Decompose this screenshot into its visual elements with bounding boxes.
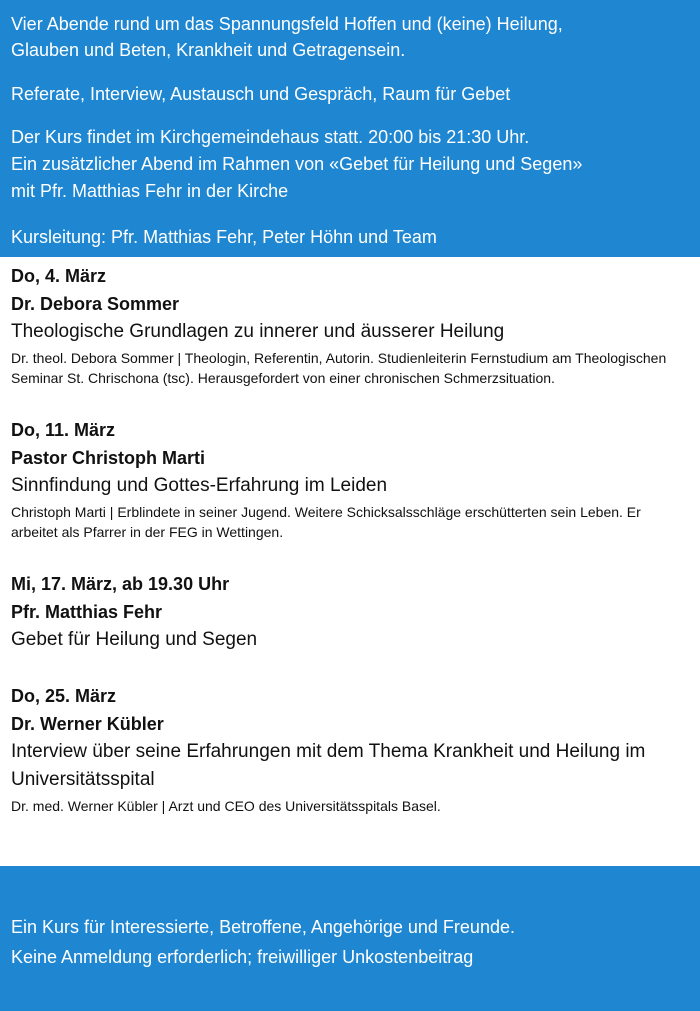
event-date: Do, 4. März — [11, 266, 107, 286]
event-speaker: Pastor Christoph Marti — [11, 448, 206, 468]
event-speaker-bio: Dr. theol. Debora Sommer | Theologin, Referentin, Autorin. Studienleiterin Fernstudium am Theologischen Seminar St. Chrischona (tsc). Herausgefordert von einer chronischen Schmerzsituation. — [11, 350, 667, 386]
event-item — [11, 262, 691, 388]
event-topic: Sinnfindung und Gottes-Erfahrung im Leiden — [11, 475, 388, 496]
event-topic: Gebet für Heilung und Segen — [11, 629, 258, 650]
event-speaker-bio: Christoph Marti | Erblindete in seiner Jugend. Weitere Schicksalsschläge erschütterten sein Leben. Er arbeitet als Pfarrer in der FEG in Wettingen. — [11, 504, 641, 540]
event-list — [11, 262, 691, 844]
event-item — [11, 682, 691, 816]
footer-audience: Ein Kurs für Interessierte, Betroffene, Angehörige und Freunde. — [11, 917, 515, 937]
event-topic: Theologische Grundlagen zu innerer und äusserer Heilung — [11, 321, 505, 342]
course-leadership: Kursleitung: Pfr. Matthias Fehr, Peter Höhn und Team — [11, 227, 437, 247]
footer-registration: Keine Anmeldung erforderlich; freiwilliger Unkostenbeitrag — [11, 947, 474, 967]
event-speaker: Dr. Werner Kübler — [11, 714, 164, 734]
location-line-2: Ein zusätzlicher Abend im Rahmen von «Gebet für Heilung und Segen» — [11, 154, 583, 174]
event-item — [11, 416, 691, 542]
event-speaker-bio: Dr. med. Werner Kübler | Arzt und CEO des Universitätsspitals Basel. — [11, 798, 441, 814]
event-item — [11, 570, 691, 654]
intro-formats: Referate, Interview, Austausch und Gespräch, Raum für Gebet — [11, 84, 511, 104]
event-date: Mi, 17. März, ab 19.30 Uhr — [11, 574, 230, 594]
location-line-1: Der Kurs findet im Kirchgemeindehaus statt. 20:00 bis 21:30 Uhr. — [11, 127, 530, 147]
event-date: Do, 25. März — [11, 686, 117, 706]
intro-text-line-1: Vier Abende rund um das Spannungsfeld Hoffen und (keine) Heilung, — [11, 14, 563, 34]
event-speaker: Dr. Debora Sommer — [11, 294, 180, 314]
event-topic: Interview über seine Erfahrungen mit dem Thema Krankheit und Heilung im Universitätsspital — [11, 741, 646, 790]
location-line-3: mit Pfr. Matthias Fehr in der Kirche — [11, 181, 289, 201]
intro-text-line-2: Glauben und Beten, Krankheit und Getragensein. — [11, 40, 406, 60]
event-speaker: Pfr. Matthias Fehr — [11, 602, 163, 622]
footer-panel — [0, 866, 700, 1011]
event-date: Do, 11. März — [11, 420, 116, 440]
intro-panel — [0, 0, 700, 257]
